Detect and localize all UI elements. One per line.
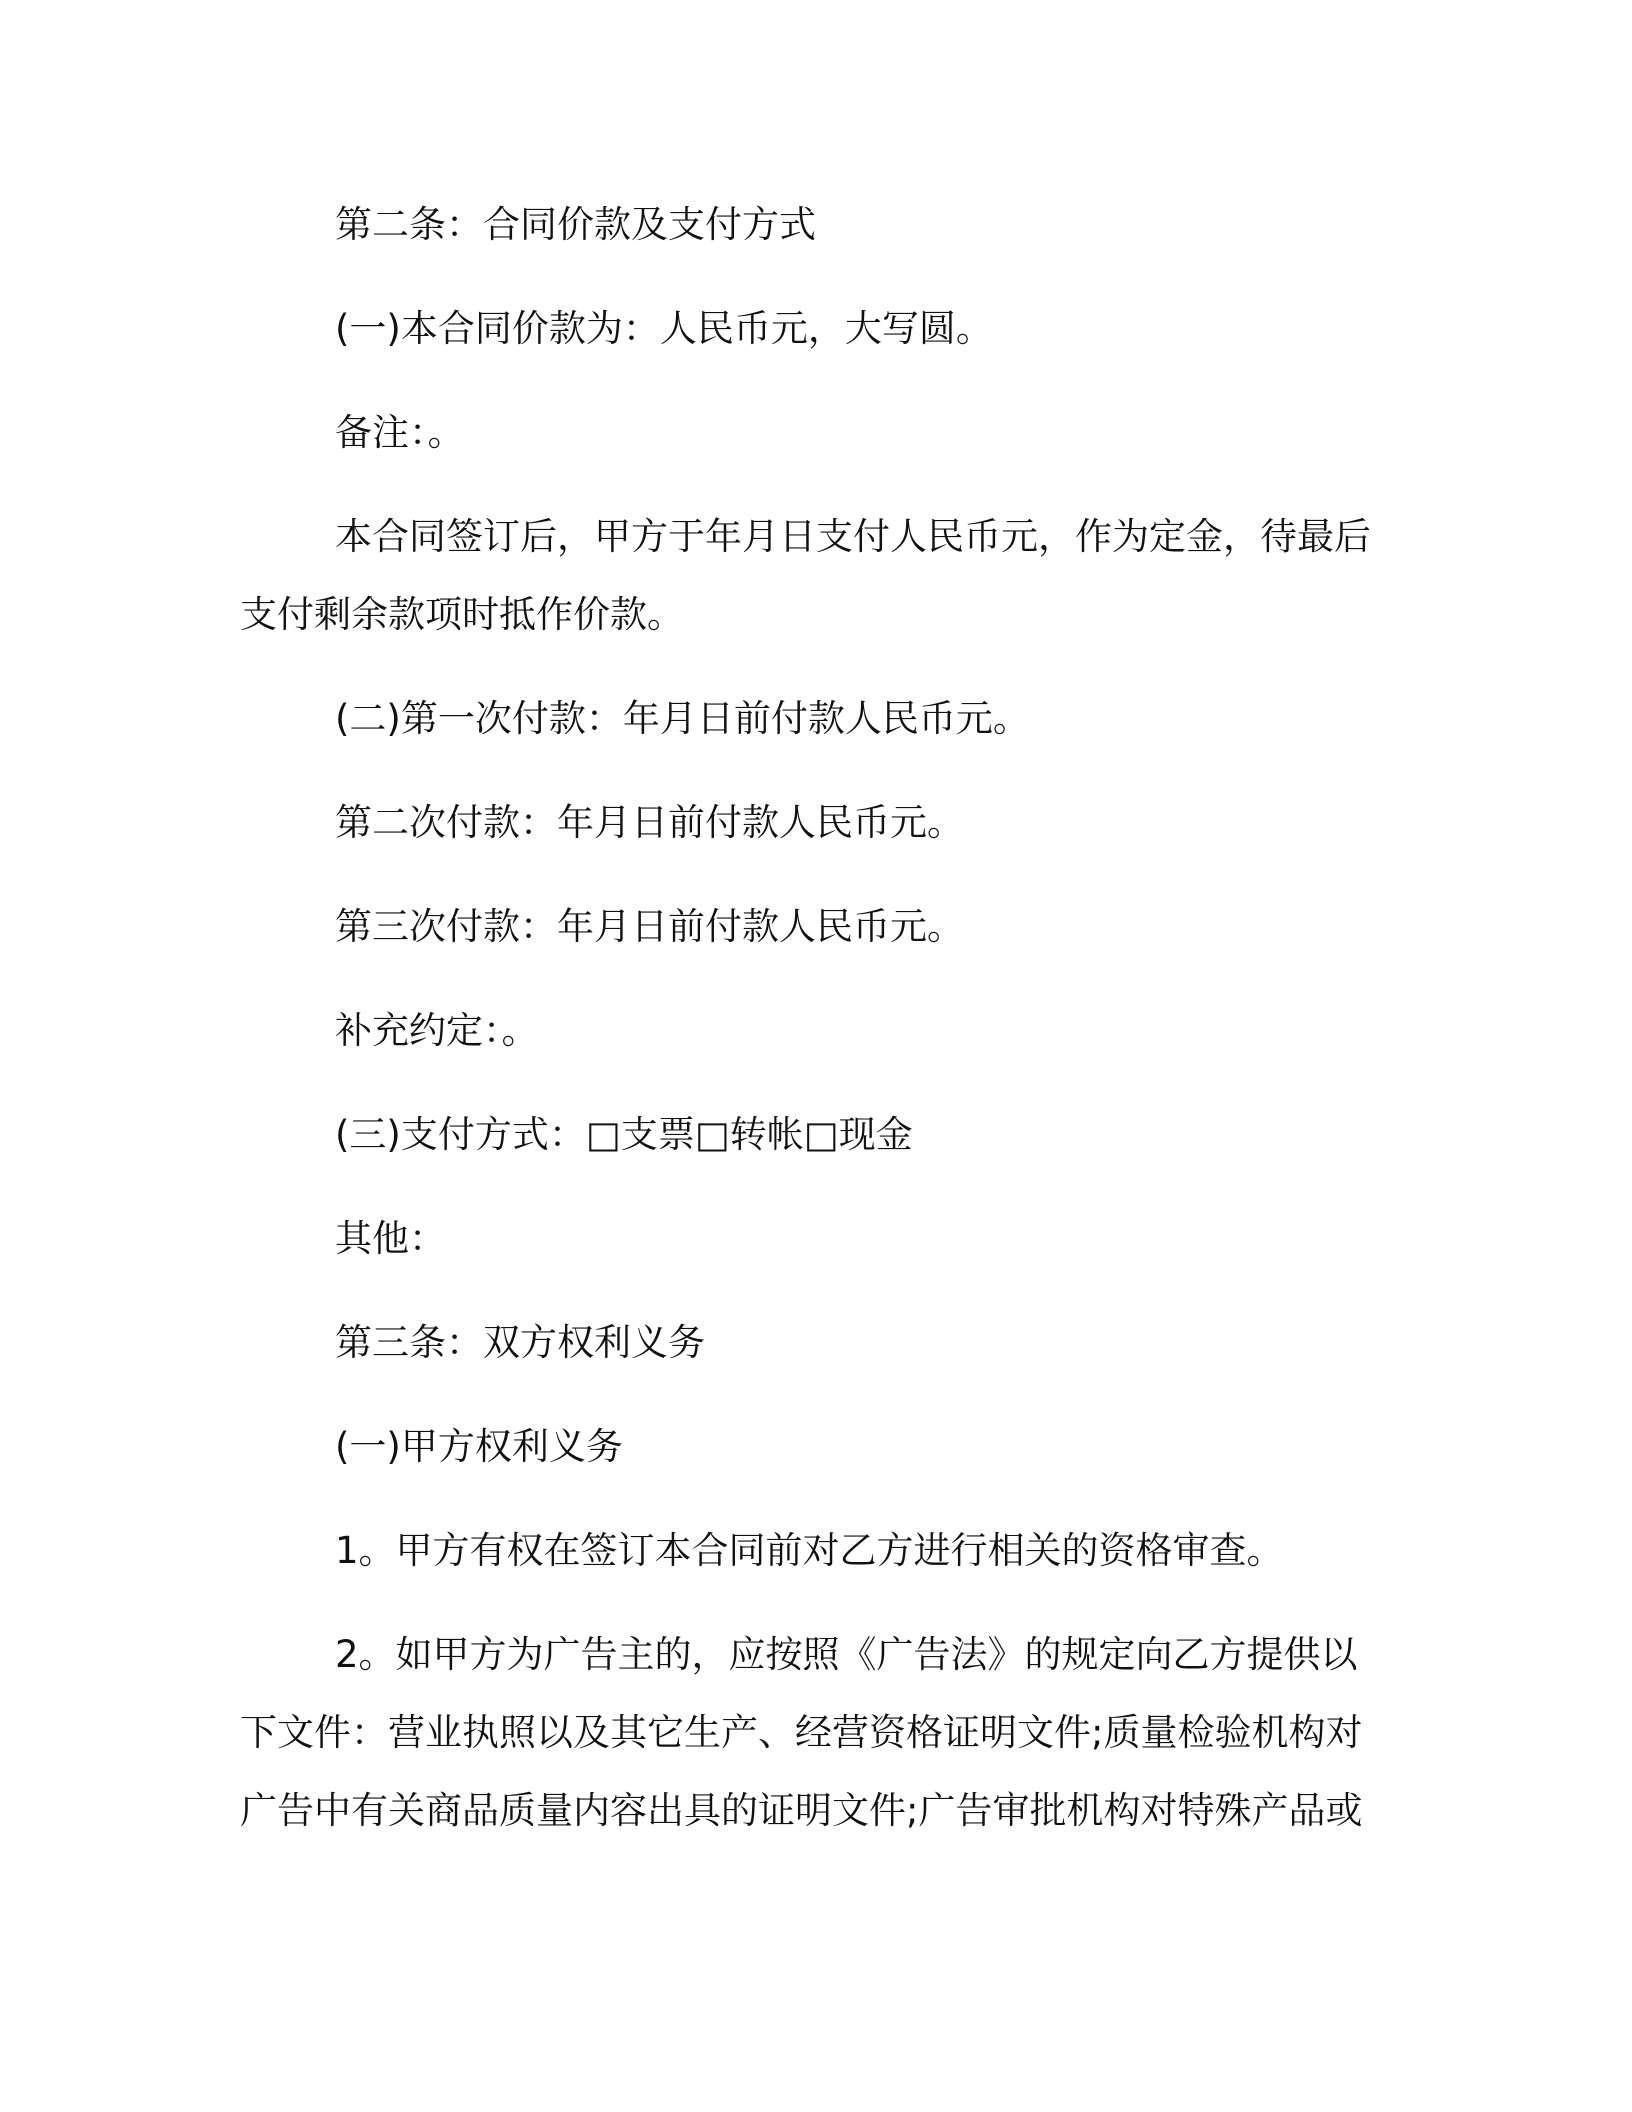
paragraph-first-payment: (二)第一次付款：年月日前付款人民币元。 xyxy=(335,697,1030,740)
paragraph-contract-price: (一)本合同价款为：人民币元，大写圆。 xyxy=(335,307,993,350)
paragraph-deposit: 本合同签订后，甲方于年月日支付人民币元，作为定金，待最后支付剩余款项时抵作价款。 xyxy=(240,515,1371,636)
paragraph-item-1: 1。甲方有权在签订本合同前对乙方进行相关的资格审查。 xyxy=(335,1529,1284,1572)
paragraph-other: 其他： xyxy=(335,1217,446,1260)
document-body xyxy=(240,186,1380,1876)
paragraph-article-2-title: 第二条：合同价款及支付方式 xyxy=(335,203,816,246)
paragraph-article-3-title: 第三条：双方权利义务 xyxy=(335,1321,705,1364)
paragraph-supplementary: 补充约定：。 xyxy=(335,1009,539,1052)
paragraph-party-a-rights: (一)甲方权利义务 xyxy=(335,1425,623,1468)
paragraph-item-2: 2。如甲方为广告主的，应按照《广告法》的规定向乙方提供以下文件：营业执照以及其它生产、经营资格证明文件;质量检验机构对广告中有关商品质量内容出具的证明文件;广告审批机构对特殊产品或 xyxy=(240,1633,1363,1832)
paragraph-remark: 备注：。 xyxy=(335,411,465,454)
paragraph-third-payment: 第三次付款：年月日前付款人民币元。 xyxy=(335,905,964,948)
paragraph-second-payment: 第二次付款：年月日前付款人民币元。 xyxy=(335,801,964,844)
paragraph-payment-method: (三)支付方式：□支票□转帐□现金 xyxy=(335,1113,913,1156)
